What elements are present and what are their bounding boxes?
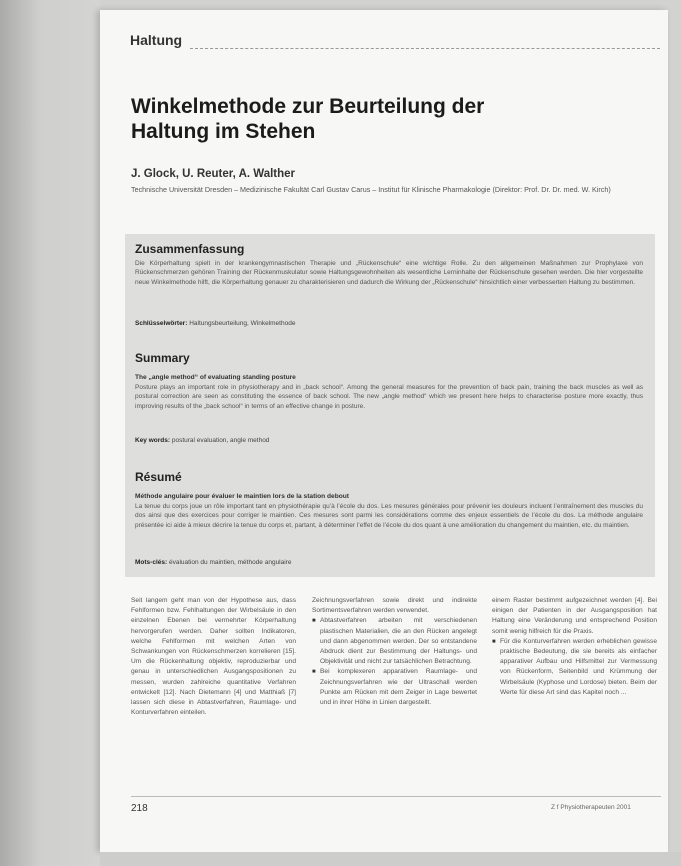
body-paragraph: Seit langem geht man von der Hypothese aus, dass Fehlformen bzw. Fehlhaltungen der Wirbelsäule in den einzelnen Ebenen bei vermehrter Körperhaltung hervorgerufen werden. Daher sollten Indikatoren, welche Fehlformen mit welchen Arten von Schwankungen von Rückenschmerzen korrelieren [15]. Um die Rückenhaltung objektiv, reproduzierbar und genau in unterschiedlichen Ausgangspositionen zu messen, wurden zahlreiche quantitative Verfahren entwickelt [12]. Nach Dietemann [4] und Matthiaß [7] lassen sich diese in Abtastverfahren, Raumlage- und Konturverfahren einteilen. <box>131 597 296 717</box>
body-paragraph: Zeichnungsverfahren sowie direkt und indirekte Sortimentsverfahren werden verwendet. <box>312 597 477 615</box>
section-header: Haltung <box>130 32 183 48</box>
body-paragraph: einem Raster bestimmt aufgezeichnet werden [4]. Bei einigen der Patienten in der Ausgangsposition hat Haltung eine Veränderung und entsprechend Position somit wenig hilfreich für die Praxis. <box>492 597 657 635</box>
bullet-list <box>312 616 477 708</box>
bullet-list <box>492 637 657 698</box>
body-column-1 <box>131 596 296 718</box>
abstract-de-heading: Zusammenfassung <box>135 242 245 256</box>
header-rule <box>190 48 660 49</box>
journal-reference: Z f Physiotherapeuten 2001 <box>551 804 631 811</box>
article-title: Winkelmethode zur Beurteilung der Haltung im Stehen <box>131 95 485 143</box>
keywords-text: évaluation du maintien, méthode angulaire <box>168 559 292 566</box>
keywords-text: Haltungsbeurteilung, Winkelmethode <box>189 320 296 327</box>
bullet-item: ■ Für die Konturverfahren werden erheblichen gewisse praktische Bedeutung, die sie bereits als einfacher apparativer Aufbau und Hilfsmittel zur Vermessung von Rückenform, Seitenbild und Krümmung der Wirbelsäule (Kyphose und Lordose) bieten. Beim der Werte für diese Art sind das Kapitel noch ... <box>492 637 657 698</box>
keywords-label: Key words: <box>135 437 171 444</box>
abstract-en-heading: Summary <box>135 351 190 365</box>
scan-left-margin <box>0 0 100 866</box>
abstract-fr-heading: Résumé <box>135 470 182 484</box>
abstract-de-keywords <box>135 320 643 327</box>
bullet-item: ■ Abtastverfahren arbeiten mit verschiedenen plastischen Materialien, die an den Rücken angelegt und dann abgenommen werden. Der so entstandene Abdruck dient zur Bestimmung der Haltungs- und Objektivität und nicht zur tatsächlichen Betrachtung. <box>312 616 477 667</box>
article-affiliation: Technische Universität Dresden – Medizinische Fakultät Carl Gustav Carus – Institut für Klinische Pharmakologie (Direktor: Prof. Dr. Dr. med. W. Kirch) <box>131 185 611 194</box>
footer-rule <box>131 796 661 797</box>
scan-bottom-margin <box>100 852 681 866</box>
abstract-en-text: Posture plays an important role in physiotherapy and in „back school“. Among the general measures for the prevention of back pain, training the back muscles as well as postural correction are seen as constituting the essence of back school. The new „angle method“ which we present here helps to characterise posture more exactly, thus improving results of the „back school“ in terms of an effective change in posture. <box>135 384 643 410</box>
abstract-en-subtitle: The „angle method“ of evaluating standing posture <box>135 374 296 381</box>
body-column-3 <box>492 596 657 698</box>
abstract-fr-keywords <box>135 559 643 566</box>
bullet-item: ■ Bei komplexeren apparativen Raumlage- und Zeichnungsverfahren wie der Ultraschall werden Punkte am Rücken mit dem Zeiger in Lage bewertet und in ihrer Höhe in Linien dargestellt. <box>312 667 477 708</box>
abstract-de-text: Die Körperhaltung spielt in der krankengymnastischen Therapie und „Rückenschule“ eine wichtige Rolle. Zu den allgemeinen Maßnahmen zur Prophylaxe von Rückenschmerzen gehören Training der Rückenmuskulatur sowie Haltungsgewohnheiten als wesentliche Lerninhalte der Rückenschule gesehen werden. Die hier vorgestellte neue Winkelmethode hilft, die Körperhaltung genauer zu charakterisieren und dadurch die Wirkung der „Rückenschule“ hinsichtlich einer verbesserten Haltung zu bestimmen. <box>135 260 643 286</box>
article-authors: J. Glock, U. Reuter, A. Walther <box>131 168 296 180</box>
abstract-en-keywords <box>135 437 643 444</box>
body-column-2 <box>312 596 477 708</box>
keywords-label: Schlüsselwörter: <box>135 320 188 327</box>
keywords-text: postural evaluation, angle method <box>171 437 270 444</box>
abstract-fr-text: La tenue du corps joue un rôle important tant en physiothérapie qu’à l’école du dos. Les mesures générales pour prévenir les douleurs incluent l’entraînement des muscles du dos ainsi que des exercices pour corriger le maintien. Ces mesures sont parmi les considérations comme des enjeux essentiels de l’école du dos. La méthode angulaire présentée ici aide à mieux décrire la tenue du corps et, partant, à déterminer l’effet de l’école du dos quant à une amélioration du changement du maintien, etc. du maintien. <box>135 503 643 529</box>
abstract-fr-subtitle: Méthode angulaire pour évaluer le maintien lors de la station debout <box>135 493 349 500</box>
keywords-label: Mots-clés: <box>135 559 168 566</box>
page-number: 218 <box>131 803 148 814</box>
